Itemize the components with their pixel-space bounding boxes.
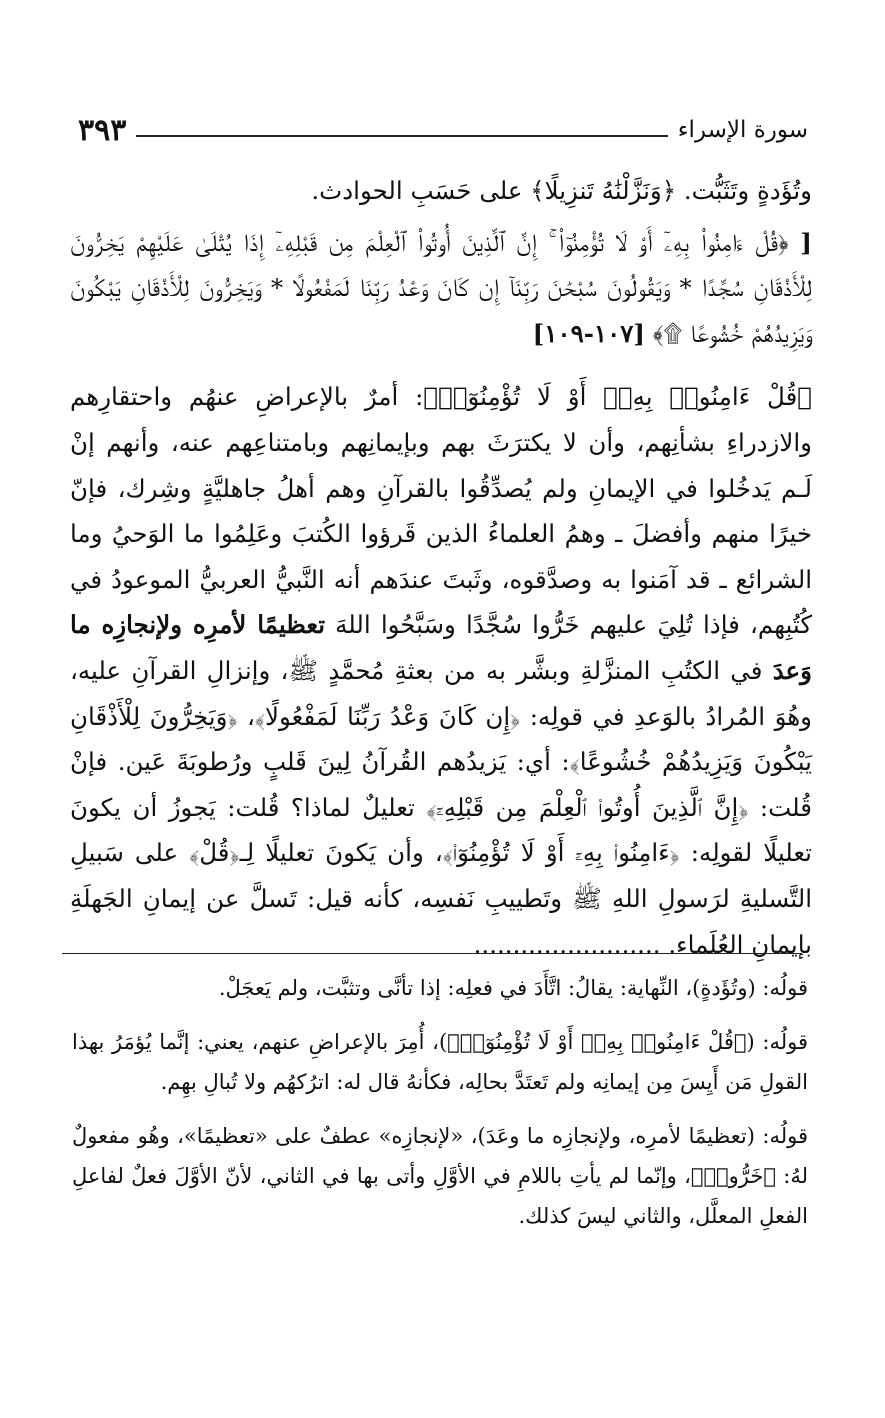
footnote-2: قولُه: (﴿قُلْ ءَامِنُوا۟ بِهِۦٓ أَوْ لَا تُؤْمِنُوٓا۟﴾)، أُمِرَ بالإعراضِ عنهم، يعني: إنَّما يُؤمَرُ بهذا القولِ مَن أَيِسَ مِن إيمانِه ولم تَعتَدَّ بحالِه، فكأنهُ قال له: اترُكهُم ولا تُبالِ بهِم. [72, 1030, 808, 1094]
footnote-3: قولُه: (تعظيمًا لأمرِه، ولإنجازِه ما وعَدَ)، «لإنجازِه» عطفٌ على «تعظيمًا»، وهُو مفعولٌ لهُ: ﴿خَرُّوا۟﴾، وإنّما لم يأتِ باللامِ في الأوَّلِ وأتى بها في الثاني، لأنّ الأوَّلَ فعلٌ لفاعلِ الفعلِ المعلَّل، والثاني ليسَ كذلك. [72, 1124, 808, 1228]
commentary-bold-phrase: تعظيمًا لأمرِه ولإنجازِه ما وَعدَ [70, 610, 812, 685]
footnote-1: قولُه: (وتُؤَدةٍ)، النِّهاية: يقالُ: اتَّأَدَ في فعلِه: إذا تأنَّى وتثبَّت، ولم يَعجَلْ. [218, 976, 808, 1000]
surah-title: سورة الإسراء [677, 117, 808, 143]
intro-line: وتُؤَدةٍ وتَثَبُّت. ﴿وَنَزَّلْنَٰهُ تَنزِيلًا﴾ على حَسَبِ الحوادث. [311, 176, 812, 205]
main-text [70, 168, 812, 967]
quran-verses [70, 220, 812, 357]
page-header [78, 108, 808, 152]
verses-text: ﴿قُلْ ءَامِنُوا۟ بِهِۦٓ أَوْ لَا تُؤْمِنُوٓا۟ ۚ إِنَّ ٱلَّذِينَ أُوتُوا۟ ٱلْعِلْمَ مِن قَبْلِهِۦٓ إِذَا يُتْلَىٰ عَلَيْهِمْ يَخِرُّونَ لِلْأَذْقَانِ سُجَّدًا * وَيَقُولُونَ سُبْحَٰنَ رَبِّنَآ إِن كَانَ وَعْدُ رَبِّنَا لَمَفْعُولًا * وَيَخِرُّونَ لِلْأَذْقَانِ يَبْكُونَ وَيَزِيدُهُمْ خُشُوعًا ۩﴾ [70, 227, 812, 348]
ellipsis-dots: ........................ [473, 929, 661, 959]
commentary-part-2: في الكتُبِ المنزَّلةِ وبشَّر به من بعثةِ مُحمَّدٍ ﷺ، وإنزالِ القرآنِ عليه، وهُوَ المُرادُ بالوَعدِ في قولِه: ﴿إِن كَانَ وَعْدُ رَبِّنَا لَمَفْعُولًا﴾، ﴿وَيَخِرُّونَ لِلْأَذْقَانِ يَبْكُونَ وَيَزِيدُهُمْ خُشُوعًا﴾: أي: يَزيدُهم القُرآنُ لِينَ قَلبٍ ورُطوبَةَ عَين. فإنْ قُلت: ﴿إِنَّ ٱلَّذِينَ أُوتُوا۟ ٱلْعِلْمَ مِن قَبْلِهِۦٓ﴾ تعليلٌ لماذا؟ قُلت: يَجوزُ أن يكونَ تعليلًا لقولِه: ﴿ءَامِنُوا۟ بِهِۦٓ أَوْ لَا تُؤْمِنُوٓا۟﴾، وأن يَكونَ تعليلًا لِـ﴿قُلْ﴾ على سَبيلِ التَّسليةِ لرَسولِ اللهِ ﷺ وتَطييبِ نَفسِه، كأنه قيل: تَسلَّ عن إيمانِ الجَهلَةِ بإيمانِ العُلَماء. [70, 655, 812, 959]
header-rule [136, 135, 667, 137]
footnotes [72, 968, 808, 1250]
verses-open-bracket: [ [800, 227, 812, 257]
page-number: ٣٩٣ [78, 112, 127, 148]
footnote-divider [62, 953, 802, 954]
verses-reference: [١٠٧-١٠٩] [532, 318, 645, 348]
commentary-paragraph [70, 374, 812, 967]
commentary-part-1: ﴿قُلْ ءَامِنُوا۟ بِهِۦٓ أَوْ لَا تُؤْمِنُوٓا۟﴾: أمرٌ بالإعراضِ عنهُم واحتقارِهم والازدراءِ بشأنِهم، وأن لا يكترَثَ بهم وبإيمانِهم وبامتناعِهم عنه، وأنهم إنْ لَـم يَدخُلوا في الإيمانِ ولم يُصدِّقُوا بالقرآنِ وهم أهلُ جاهليَّةٍ وشِرك، فإنّ خيرًا منهم وأفضلَ ـ وهمُ العلماءُ الذين قَرؤوا الكُتبَ وعَلِمُوا ما الوَحيُ وما الشرائع ـ قد آمَنوا به وصدَّقوه، وثَبتَ عندَهم أنه النَّبيُّ العربيُّ الموعودُ في كُتُبِهم، فإذا تُلِيَ عليهم خَرُّوا سُجَّدًا وسَبَّحُوا اللهَ [70, 382, 812, 640]
